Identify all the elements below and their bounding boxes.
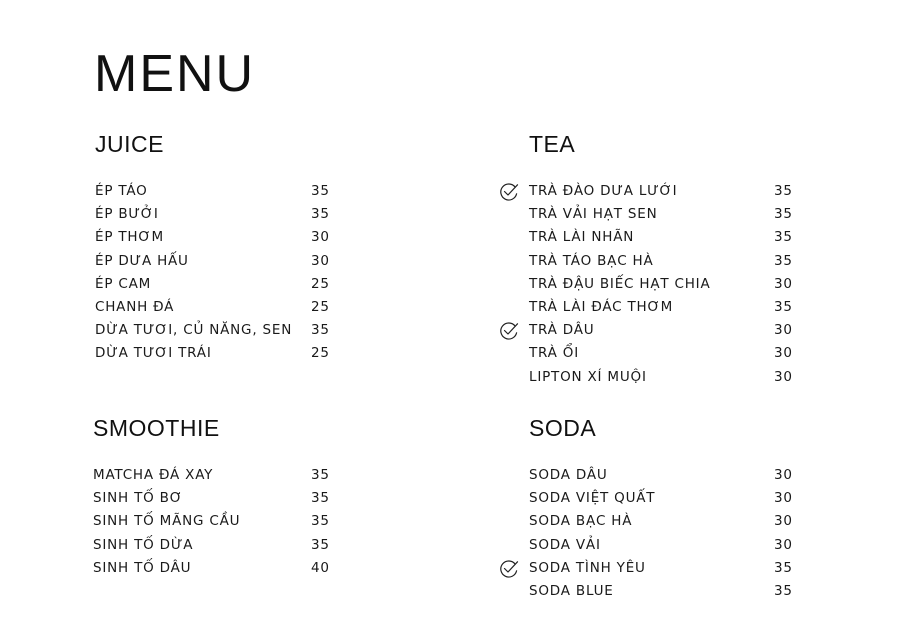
- menu-item-name: CHANH ĐÁ: [95, 298, 175, 315]
- menu-item-price: 30: [774, 513, 793, 530]
- menu-item: [95, 296, 425, 319]
- menu-item: [529, 296, 799, 319]
- menu-item-name: ÉP TÁO: [95, 183, 148, 199]
- menu-item: [529, 534, 799, 557]
- check-circle-icon: [499, 182, 519, 202]
- section-tea: [529, 130, 799, 389]
- menu-item-name: TRÀ LÀI NHÃN: [529, 229, 635, 246]
- menu-item-name: DỪA TƯƠI TRÁI: [95, 345, 212, 362]
- menu-item-name: TRÀ ĐÀO DƯA LƯỚI: [529, 183, 678, 199]
- section-title: TEA: [529, 131, 576, 157]
- menu-item-price: 25: [311, 275, 330, 292]
- menu-item-name: TRÀ ĐẬU BIẾC HẠT CHIA: [529, 275, 711, 292]
- section-title: SMOOTHIE: [93, 415, 220, 441]
- menu-item-name: ÉP DƯA HẤU: [95, 252, 189, 269]
- menu-item-name: DỪA TƯƠI, CỦ NĂNG, SEN: [95, 322, 293, 339]
- section-soda: [529, 414, 799, 603]
- menu-item: [529, 203, 799, 226]
- menu-item-price: 35: [774, 252, 793, 269]
- menu-item-price: 30: [774, 467, 793, 483]
- check-circle-icon: [499, 321, 519, 341]
- menu-item: [95, 203, 425, 226]
- menu-item: [529, 180, 799, 203]
- section-smoothie: [93, 414, 423, 580]
- menu-item-price: 35: [774, 298, 793, 315]
- menu-item: [529, 464, 799, 487]
- menu-item-price: 30: [311, 252, 330, 269]
- menu-item-price: 25: [311, 298, 330, 315]
- menu-item-name: SODA BLUE: [529, 582, 614, 599]
- menu-item-name: MATCHA ĐÁ XAY: [93, 467, 214, 483]
- menu-item: [529, 342, 799, 365]
- menu-item-name: LIPTON XÍ MUỘI: [529, 368, 647, 385]
- menu-item: [529, 510, 799, 533]
- menu-item-price: 35: [311, 513, 330, 530]
- menu-item-name: TRÀ VẢI HẠT SEN: [529, 206, 658, 223]
- menu-item-name: SODA VIỆT QUẤT: [529, 490, 656, 507]
- menu-item-name: SINH TỐ BƠ: [93, 490, 183, 507]
- menu-item-price: 30: [774, 275, 793, 292]
- menu-item: [93, 557, 423, 580]
- menu-item-price: 25: [311, 345, 330, 362]
- menu-item: [93, 487, 423, 510]
- menu-item-name: TRÀ DÂU: [529, 322, 595, 339]
- menu-item: [95, 273, 425, 296]
- menu-item: [95, 342, 425, 365]
- menu-item-name: ÉP CAM: [95, 275, 152, 292]
- menu-item-price: 35: [774, 183, 793, 199]
- menu-item: [529, 366, 799, 389]
- menu-item: [529, 226, 799, 249]
- menu-item: [529, 487, 799, 510]
- section-title: SODA: [529, 415, 597, 441]
- menu-item-price: 35: [311, 322, 330, 339]
- menu-item-name: TRÀ TÁO BẠC HÀ: [529, 252, 654, 269]
- menu-item-price: 35: [311, 206, 330, 223]
- menu-item: [529, 250, 799, 273]
- menu-item-price: 35: [311, 490, 330, 507]
- menu-item-name: SINH TỐ DÂU: [93, 559, 192, 576]
- menu-item: [529, 319, 799, 342]
- menu-item-price: 30: [774, 368, 793, 385]
- menu-item-name: ÉP BƯỞI: [95, 206, 159, 223]
- menu-item-price: 35: [311, 467, 330, 483]
- menu-item-name: SODA VẢI: [529, 536, 601, 553]
- menu-item: [529, 273, 799, 296]
- menu-item: [95, 250, 425, 273]
- menu-item-price: 35: [311, 536, 330, 553]
- menu-item-price: 30: [774, 345, 793, 362]
- menu-item-name: TRÀ LÀI ĐÁC THƠM: [529, 298, 674, 315]
- check-circle-icon: [499, 559, 519, 579]
- menu-item-price: 35: [774, 582, 793, 599]
- menu-item: [529, 557, 799, 580]
- menu-item: [93, 510, 423, 533]
- menu-item-name: ÉP THƠM: [95, 229, 164, 246]
- menu-item-price: 35: [774, 559, 793, 576]
- menu-item: [529, 580, 799, 603]
- menu-item-price: 35: [311, 183, 330, 199]
- menu-item-price: 30: [774, 490, 793, 507]
- menu-item-name: SODA DÂU: [529, 467, 608, 483]
- menu-item-name: SODA TÌNH YÊU: [529, 559, 646, 576]
- menu-item-price: 35: [774, 206, 793, 223]
- menu-item-price: 30: [311, 229, 330, 246]
- menu-item: [95, 226, 425, 249]
- menu-item: [95, 319, 425, 342]
- menu-item: [93, 464, 423, 487]
- menu-item-name: SINH TỐ MÃNG CẦU: [93, 513, 241, 530]
- menu-item-price: 35: [774, 229, 793, 246]
- menu-item: [95, 180, 425, 203]
- section-juice: [95, 130, 425, 366]
- menu-item-name: SINH TỐ DỪA: [93, 536, 194, 553]
- menu-item-name: TRÀ ỔI: [529, 345, 580, 362]
- menu-item-price: 40: [311, 559, 330, 576]
- menu-item-price: 30: [774, 536, 793, 553]
- menu-item: [93, 534, 423, 557]
- menu-item-name: SODA BẠC HÀ: [529, 513, 633, 530]
- section-title: JUICE: [95, 131, 164, 157]
- menu-item-price: 30: [774, 322, 793, 339]
- menu-title: MENU: [94, 45, 256, 103]
